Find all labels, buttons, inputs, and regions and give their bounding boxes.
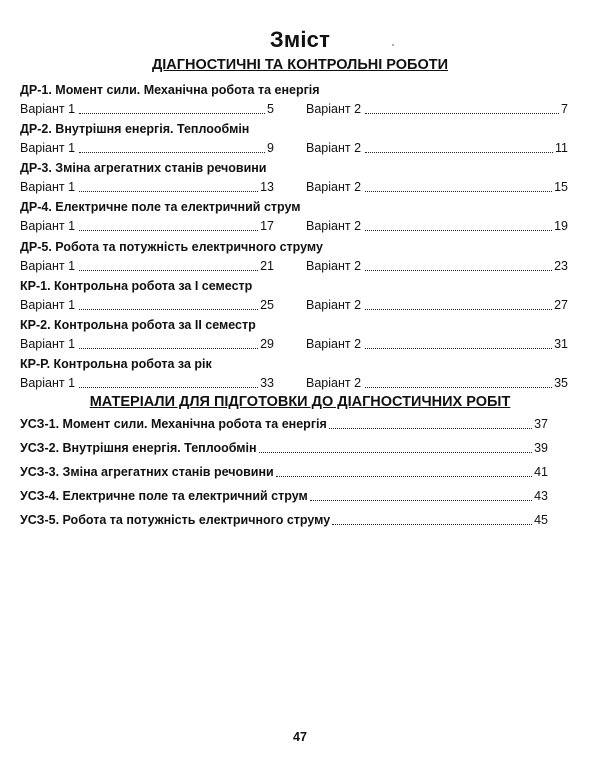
dot-leader	[276, 476, 532, 477]
variant-label: Варіант 2	[306, 337, 362, 351]
variant-1-entry[interactable]	[20, 216, 274, 234]
study-entry[interactable]	[20, 512, 548, 528]
dot-leader	[365, 387, 552, 388]
page-ref: 21	[260, 259, 274, 273]
group-title: КР-2. Контрольна робота за ІІ семестр	[20, 318, 256, 332]
dot-leader	[365, 230, 552, 231]
page-ref: 25	[260, 298, 274, 312]
variant-row	[20, 295, 568, 313]
page-ref: 31	[554, 337, 568, 351]
variant-1-entry[interactable]	[20, 373, 274, 391]
page-ref: 7	[561, 102, 568, 116]
variant-label: Варіант 2	[306, 219, 362, 233]
variant-label: Варіант 1	[20, 259, 76, 273]
variant-label: Варіант 2	[306, 141, 362, 155]
page-ref: 37	[534, 417, 548, 431]
study-entry[interactable]	[20, 464, 548, 480]
dot-leader	[79, 230, 258, 231]
variant-label: Варіант 1	[20, 180, 76, 194]
group-title: ДР-5. Робота та потужність електричного струму	[20, 240, 323, 254]
toc-group	[20, 121, 568, 156]
variant-label: Варіант 2	[306, 298, 362, 312]
page-ref: 17	[260, 219, 274, 233]
variant-1-entry[interactable]	[20, 256, 274, 274]
variant-label: Варіант 1	[20, 102, 76, 116]
page-ref: 23	[554, 259, 568, 273]
variant-2-entry[interactable]	[306, 256, 568, 274]
variant-row	[20, 138, 568, 156]
page-ref: 9	[267, 141, 274, 155]
page-ref: 19	[554, 219, 568, 233]
group-title: КР-1. Контрольна робота за І семестр	[20, 279, 253, 293]
variant-1-entry[interactable]	[20, 334, 274, 352]
page-ref: 29	[260, 337, 274, 351]
page-ref: 43	[534, 489, 548, 503]
page-ref: 11	[555, 141, 568, 155]
variant-label: Варіант 1	[20, 141, 76, 155]
study-entry[interactable]	[20, 488, 548, 504]
variant-2-entry[interactable]	[306, 177, 568, 195]
variant-row	[20, 373, 568, 391]
variant-row	[20, 99, 568, 117]
variant-2-entry[interactable]	[306, 138, 568, 156]
study-title: УСЗ-3. Зміна агрегатних станів речовини	[20, 465, 274, 479]
study-entry[interactable]	[20, 440, 548, 456]
dot-leader	[365, 113, 559, 114]
variant-2-entry[interactable]	[306, 99, 568, 117]
toc-group	[20, 317, 568, 352]
variant-1-entry[interactable]	[20, 295, 274, 313]
variant-label: Варіант 2	[306, 180, 362, 194]
study-title: УСЗ-4. Електричне поле та електричний струм	[20, 489, 308, 503]
study-title: УСЗ-5. Робота та потужність електричного струму	[20, 513, 331, 527]
variant-label: Варіант 1	[20, 219, 76, 233]
variant-1-entry[interactable]	[20, 138, 274, 156]
page-ref: 13	[260, 180, 274, 194]
dot-leader	[259, 452, 533, 453]
page-ref: 33	[260, 376, 274, 390]
variant-label: Варіант 1	[20, 376, 76, 390]
dot-leader	[79, 152, 265, 153]
page-ref: 15	[554, 180, 568, 194]
dot-leader	[365, 152, 553, 153]
dot-leader	[329, 428, 532, 429]
page-ref: 41	[534, 465, 548, 479]
variant-row	[20, 334, 568, 352]
variant-1-entry[interactable]	[20, 177, 274, 195]
group-title: ДР-4. Електричне поле та електричний струм	[20, 200, 301, 214]
variant-2-entry[interactable]	[306, 216, 568, 234]
toc-group	[20, 160, 568, 195]
page-ref: 39	[534, 441, 548, 455]
page-ref: 5	[267, 102, 274, 116]
study-title: УСЗ-2. Внутрішня енергія. Теплообмін	[20, 441, 257, 455]
dot-leader	[365, 348, 552, 349]
variant-1-entry[interactable]	[20, 99, 274, 117]
page-title: Зміст	[269, 27, 331, 52]
variant-2-entry[interactable]	[306, 295, 568, 313]
study-title: УСЗ-1. Момент сили. Механічна робота та енергія	[20, 417, 327, 431]
variant-label: Варіант 1	[20, 337, 76, 351]
variant-label: Варіант 1	[20, 298, 76, 312]
variant-2-entry[interactable]	[306, 334, 568, 352]
page-ref: 27	[554, 298, 568, 312]
dot-leader	[365, 309, 552, 310]
dot-leader	[310, 500, 532, 501]
section-heading-materials: МАТЕРІАЛИ ДЛЯ ПІДГОТОВКИ ДО ДІАГНОСТИЧНИХ РОБІТ	[89, 394, 511, 410]
group-title: КР-Р. Контрольна робота за рік	[20, 357, 212, 371]
dot-leader	[79, 270, 258, 271]
dot-leader	[79, 113, 265, 114]
dot-leader	[79, 309, 258, 310]
variant-row	[20, 256, 568, 274]
toc-group	[20, 356, 568, 391]
variant-2-entry[interactable]	[306, 373, 568, 391]
dot-leader	[332, 524, 532, 525]
page-ref: 35	[554, 376, 568, 390]
dot-leader	[365, 191, 552, 192]
toc-group	[20, 239, 568, 274]
page-number: 47	[293, 730, 307, 744]
group-title: ДР-3. Зміна агрегатних станів речовини	[20, 161, 267, 175]
variant-label: Варіант 2	[306, 259, 362, 273]
group-title: ДР-2. Внутрішня енергія. Теплообмін	[20, 122, 250, 136]
variant-label: Варіант 2	[306, 376, 362, 390]
variant-row	[20, 216, 568, 234]
dot-leader	[79, 348, 258, 349]
section-heading-diagnostic: ДІАГНОСТИЧНІ ТА КОНТРОЛЬНІ РОБОТИ	[151, 57, 449, 73]
toc-group	[20, 278, 568, 313]
study-entry[interactable]	[20, 416, 548, 432]
dot-leader	[365, 270, 552, 271]
dot-leader	[79, 191, 258, 192]
variant-row	[20, 177, 568, 195]
page-ref: 45	[534, 513, 548, 527]
group-title: ДР-1. Момент сили. Механічна робота та енергія	[20, 83, 320, 97]
toc-group	[20, 199, 568, 234]
variant-label: Варіант 2	[306, 102, 362, 116]
toc-group	[20, 82, 568, 117]
dot-leader	[79, 387, 258, 388]
